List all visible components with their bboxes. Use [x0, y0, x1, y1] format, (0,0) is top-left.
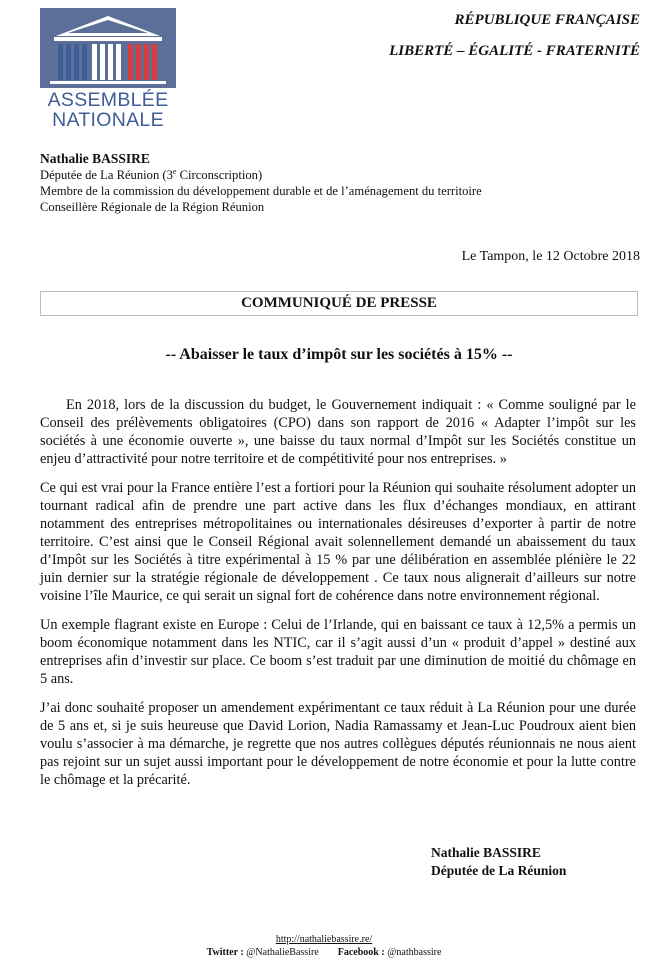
assemblee-nationale-logo — [40, 8, 176, 130]
press-release-body — [40, 396, 636, 800]
signature-title: Députée de La Réunion — [431, 863, 567, 878]
signature-name: Nathalie BASSIRE — [431, 845, 541, 860]
document-date: Le Tampon, le 12 Octobre 2018 — [461, 249, 640, 264]
author-role-deputy-pre: Députée de La Réunion (3 — [40, 168, 173, 182]
body-paragraph: En 2018, lors de la discussion du budget, le Gouvernement indiquait : « Comme souligné par le Conseil des prélèvements obligatoires (CPO) dans son rapport de 2016 « Adapter l’impôt sur les sociétés à une économie ouverte », une baisse du taux normal d’Impôt sur les Sociétés constitue un enjeu d’attractivité pour notre territoire et de compétitivité pour nos entreprises. » — [40, 397, 636, 467]
author-role-regional: Conseillère Régionale de la Région Réunion — [40, 200, 265, 214]
body-paragraph: J’ai donc souhaité proposer un amendement expérimentant ce taux réduit à La Réunion pour une durée de 5 ans et, si je suis heureuse que David Lorion, Nadia Ramassamy et Jean-Luc Poudroux aient bien voulu s’associer à ma démarche, je regrette que nos autres collègues députés réunionnais ne nous aient pas rejoint sur un sujet aussi important pour le développement de notre économie et pour la lutte contre le chômage et la précarité. — [40, 700, 636, 788]
facebook-label: Facebook : — [337, 947, 385, 958]
signature-block — [431, 844, 566, 880]
footer — [0, 933, 648, 959]
body-paragraph: Un exemple flagrant existe en Europe : Celui de l’Irlande, qui en baissant ce taux à 12,5% a permis un boom économique notamment dans les NTIC, car il s’agit aussi d’un « produit d’appel » destiné aux entreprises afin d’investir sur place. Ce boom s’est traduit par une diminution de moitié du chômage en 5 ans. — [40, 617, 636, 687]
logo-line-2: NATIONALE — [52, 109, 164, 131]
author-role-deputy-post: Circonscription) — [176, 168, 263, 182]
logo-line-1: ASSEMBLÉE — [47, 89, 169, 111]
logo-wordmark — [40, 90, 176, 130]
website-link[interactable]: http://nathaliebassire.re/ — [275, 934, 373, 945]
author-block — [40, 151, 600, 215]
twitter-handle-link[interactable]: @NathalieBassire — [246, 947, 319, 958]
author-role-deputy — [40, 167, 600, 183]
press-release-subject: -- Abaisser le taux d’impôt sur les sociétés à 15% -- — [165, 346, 513, 363]
press-release-title: COMMUNIQUÉ DE PRESSE — [40, 291, 638, 316]
hemicycle-emblem-icon — [40, 8, 176, 88]
republic-header — [389, 12, 640, 60]
republic-title: RÉPUBLIQUE FRANÇAISE — [454, 12, 640, 28]
facebook-handle-link[interactable]: @nathbassire — [387, 947, 442, 958]
author-name: Nathalie BASSIRE — [40, 151, 150, 166]
twitter-label: Twitter : — [206, 947, 244, 958]
author-role-commission: Membre de la commission du développement durable et de l’aménagement du territoire — [40, 184, 482, 198]
republic-motto: LIBERTÉ – ÉGALITÉ - FRATERNITÉ — [389, 43, 640, 59]
author-role-deputy-sup: e — [172, 166, 177, 176]
body-paragraph: Ce qui est vrai pour la France entière l’est a fortiori pour la Réunion qui souhaite résolument adopter un tournant radical afin de prendre une part active dans les flux d’échanges mondiaux, en attirant notamment des entreprises métropolitaines ou internationales désireuses d’exporter à partir de notre territoire. C’est ainsi que le Conseil Régional avait solennellement demandé un abaissement du taux d’Impôt sur les Sociétés à titre expérimental à 15 % par une délibération en assemblée plénière le 22 juin dernier sur la stratégie régionale de développement . Ce taux nous alignerait d’ailleurs sur notre voisine l’île Maurice, ce qui serait un signal fort de cohérence dans notre environnement régional. — [40, 480, 636, 604]
